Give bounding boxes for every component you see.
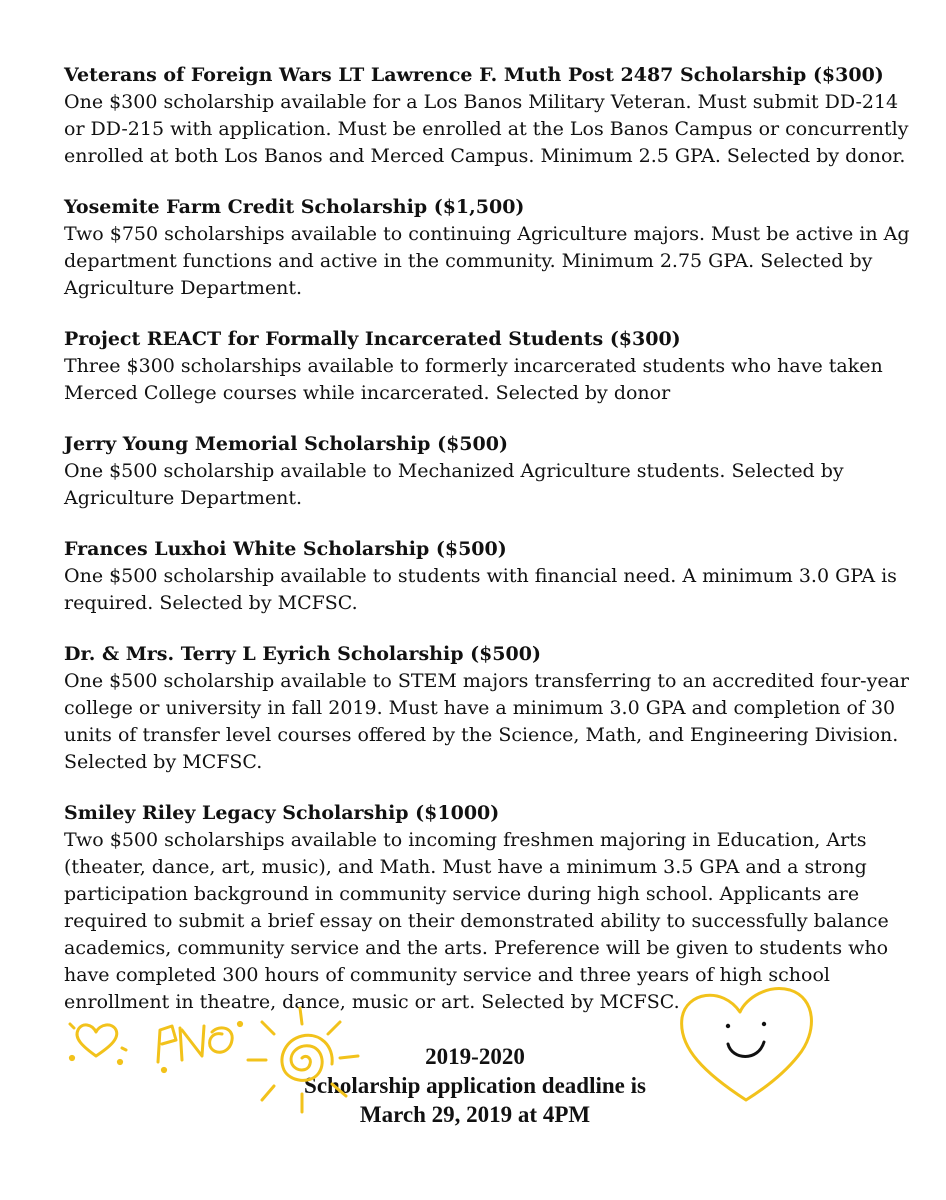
scholarship-description <box>64 458 914 512</box>
description-line: One $500 scholarship available to STEM majors transferring to an accredited four-year <box>64 670 909 692</box>
scholarship-description <box>64 563 914 617</box>
description-line: units of transfer level courses offered by the Science, Math, and Engineering Division. <box>64 724 899 746</box>
description-line: have completed 300 hours of community service and three years of high school <box>64 964 831 986</box>
description-line: college or university in fall 2019. Must have a minimum 3.0 GPA and completion of 30 <box>64 697 896 719</box>
description-line: (theater, dance, art, music), and Math. Must have a minimum 3.5 GPA and a strong <box>64 856 867 878</box>
scholarship-entry <box>64 431 914 512</box>
description-line: Agriculture Department. <box>64 277 303 299</box>
description-line: Two $500 scholarships available to incoming freshmen majoring in Education, Arts <box>64 829 867 851</box>
deadline-line-1: Scholarship application deadline is <box>304 1073 646 1098</box>
description-line: One $500 scholarship available to Mechanized Agriculture students. Selected by <box>64 460 844 482</box>
description-line: required to submit a brief essay on their demonstrated ability to successfully balance <box>64 910 889 932</box>
scholarship-title: Jerry Young Memorial Scholarship ($500) <box>64 433 508 455</box>
smiley-heart-doodle-icon <box>666 978 826 1108</box>
description-line: Agriculture Department. <box>64 487 303 509</box>
description-line: Merced College courses while incarcerated. Selected by donor <box>64 382 671 404</box>
scholarship-description <box>64 353 914 407</box>
scholarship-entry <box>64 62 914 170</box>
description-line: enrollment in theatre, dance, music or art. Selected by MCFSC. <box>64 991 680 1013</box>
description-line: participation background in community service during high school. Applicants are <box>64 883 860 905</box>
description-line: One $300 scholarship available for a Los Banos Military Veteran. Must submit DD-214 <box>64 91 899 113</box>
scholarship-description <box>64 89 914 170</box>
deadline-year: 2019-2020 <box>425 1044 525 1069</box>
scholarship-description <box>64 221 914 302</box>
scholarship-title: Dr. & Mrs. Terry L Eyrich Scholarship ($500) <box>64 643 541 665</box>
description-line: One $500 scholarship available to students with financial need. A minimum 3.0 GPA is <box>64 565 897 587</box>
description-line: academics, community service and the arts. Preference will be given to students who <box>64 937 889 959</box>
scholarship-title: Smiley Riley Legacy Scholarship ($1000) <box>64 802 500 824</box>
deadline-line-2: March 29, 2019 at 4PM <box>359 1102 591 1127</box>
description-line: required. Selected by MCFSC. <box>64 592 358 614</box>
small-heart-doodle-icon <box>62 1012 132 1072</box>
scholarship-entry <box>64 536 914 617</box>
description-line: Two $750 scholarships available to continuing Agriculture majors. Must be active in Ag <box>64 223 910 245</box>
description-line: Selected by MCFSC. <box>64 751 263 773</box>
scholarship-description <box>64 668 914 776</box>
scholarship-entry <box>64 194 914 302</box>
description-line: department functions and active in the community. Minimum 2.75 GPA. Selected by <box>64 250 873 272</box>
description-line: or DD-215 with application. Must be enrolled at the Los Banos Campus or concurrently <box>64 118 909 140</box>
scholarship-list <box>64 62 914 1040</box>
scholarship-title: Frances Luxhoi White Scholarship ($500) <box>64 538 507 560</box>
scholarship-entry <box>64 326 914 407</box>
scholarship-title: Yosemite Farm Credit Scholarship ($1,500) <box>64 196 525 218</box>
scholarship-entry <box>64 641 914 776</box>
description-line: Three $300 scholarships available to formerly incarcerated students who have taken <box>64 355 883 377</box>
scholarship-title: Veterans of Foreign Wars LT Lawrence F. Muth Post 2487 Scholarship ($300) <box>64 64 884 86</box>
sun-doodle-icon <box>232 990 372 1130</box>
description-line: enrolled at both Los Banos and Merced Campus. Minimum 2.5 GPA. Selected by donor. <box>64 145 906 167</box>
scholarship-title: Project REACT for Formally Incarcerated Students ($300) <box>64 328 681 350</box>
